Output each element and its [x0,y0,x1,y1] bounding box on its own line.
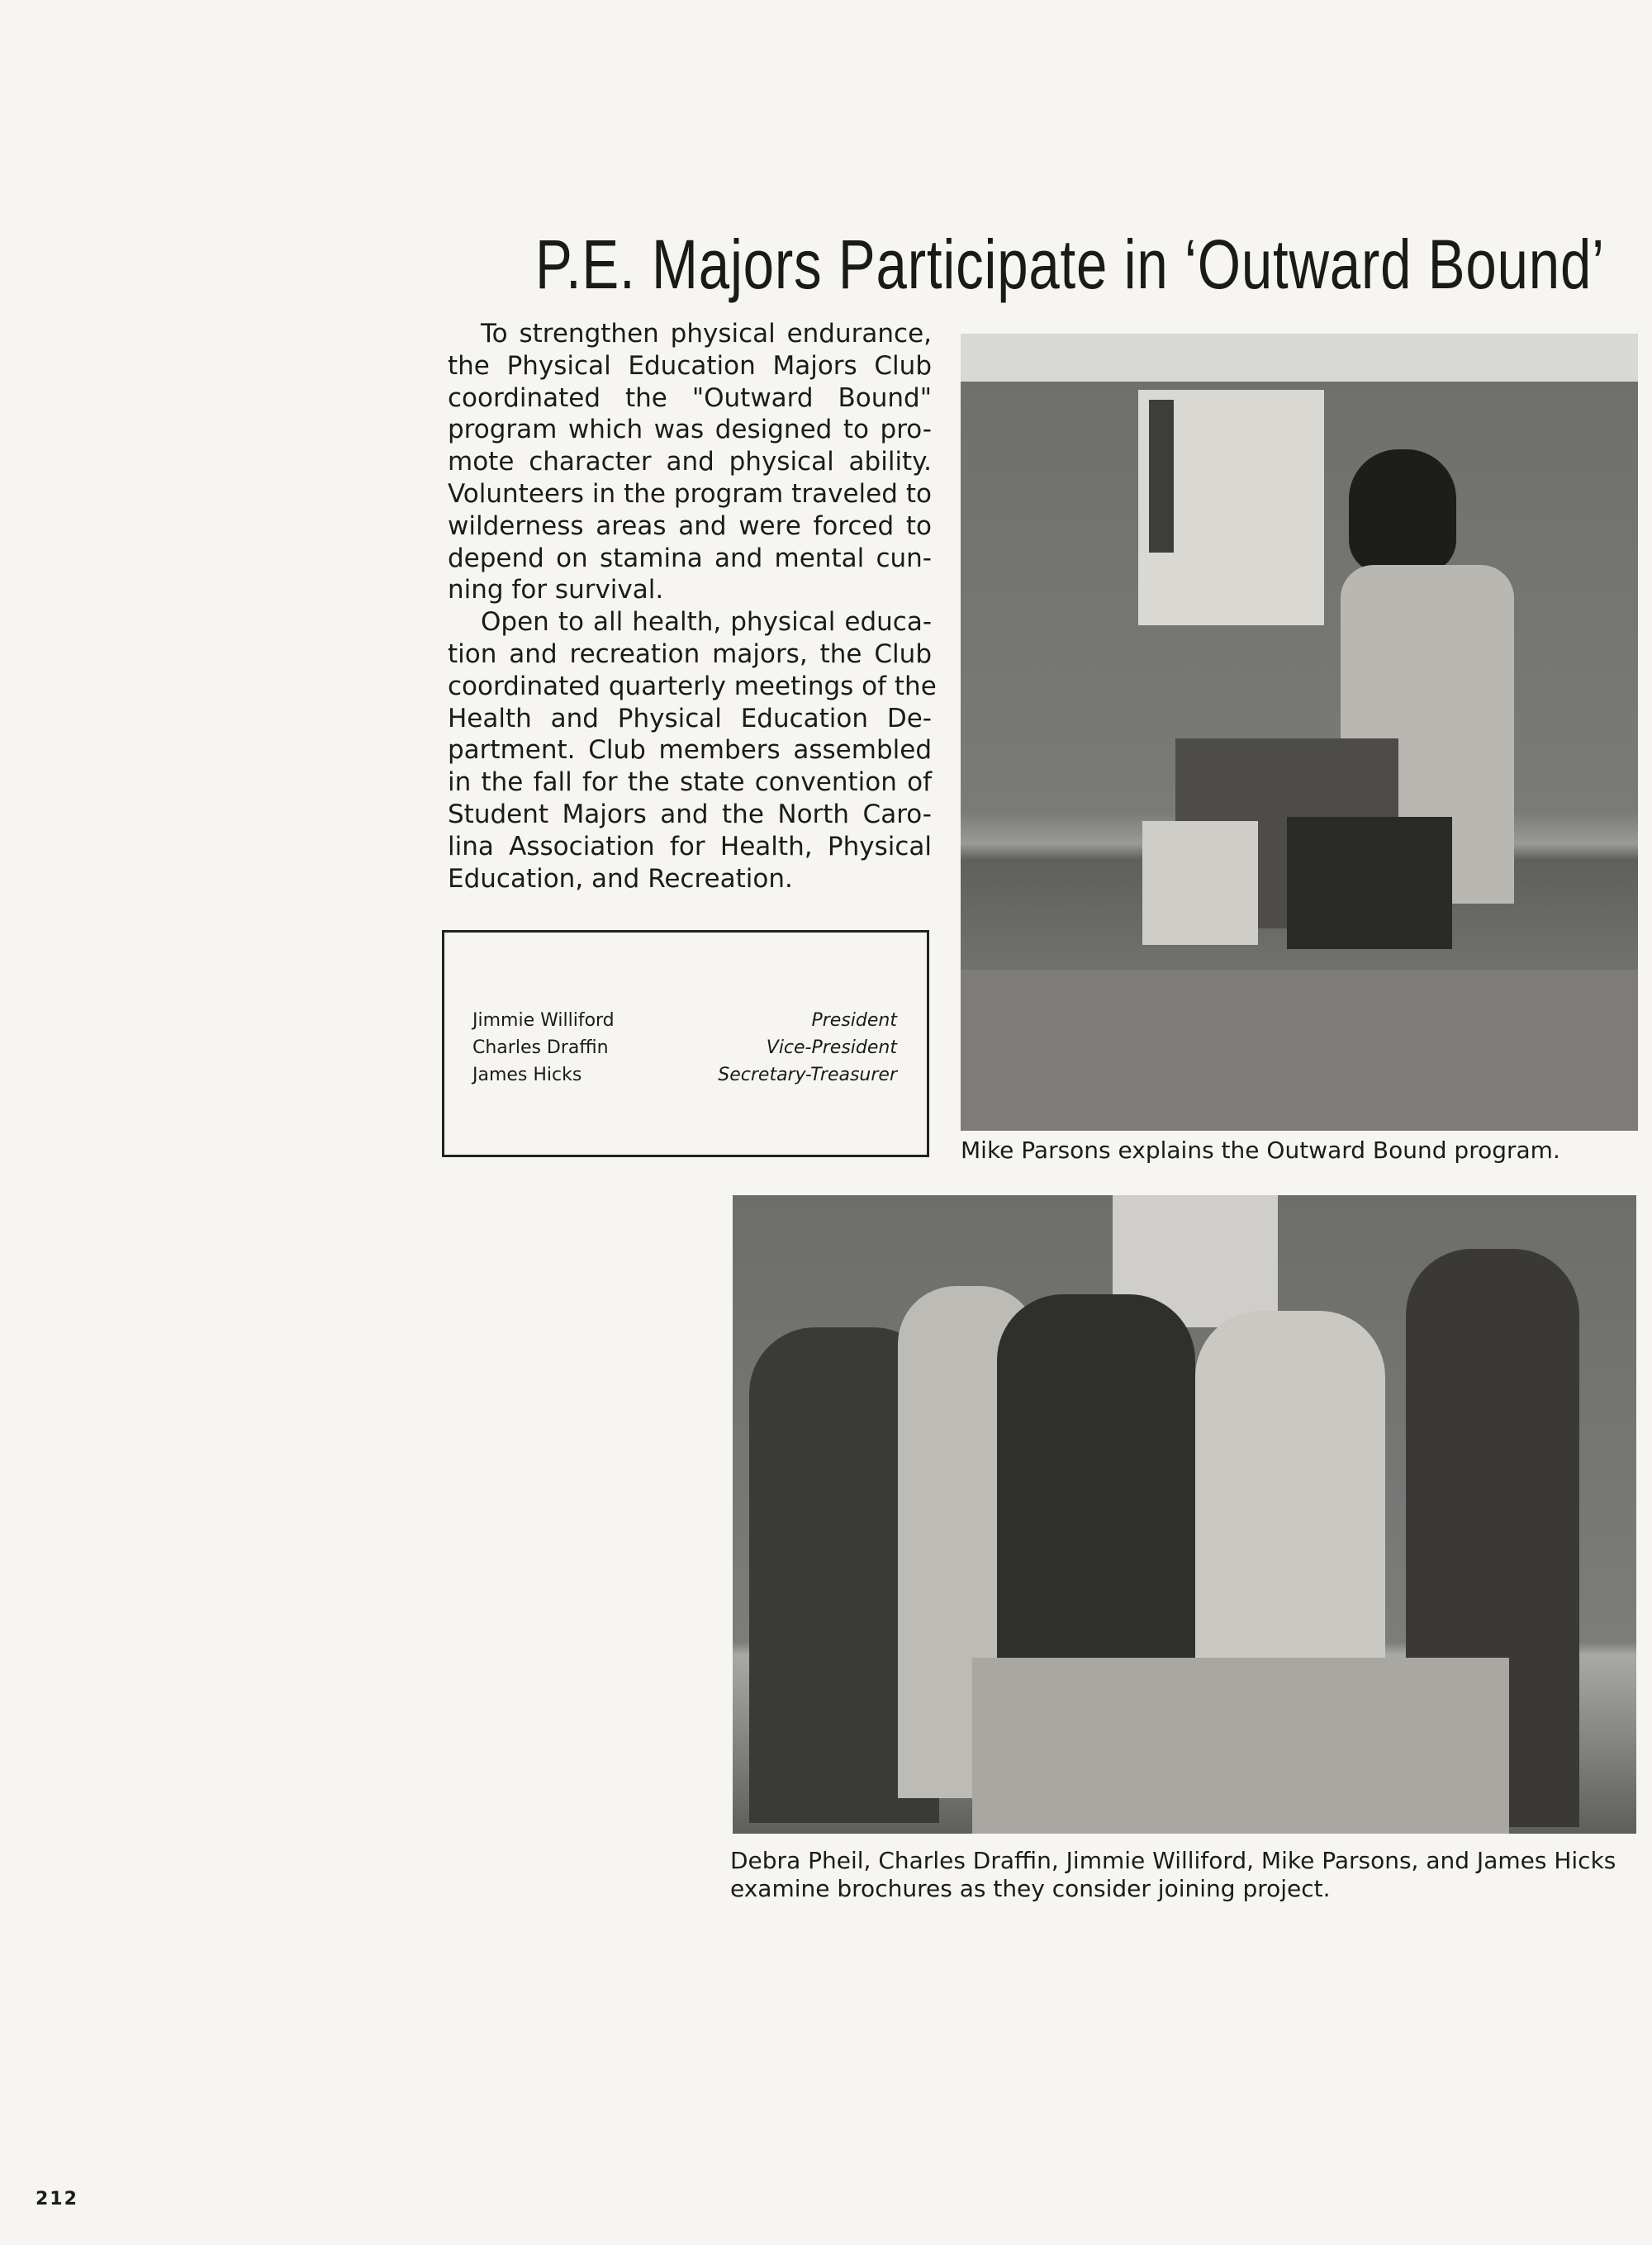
desk [961,970,1638,1131]
body-line: coordinated the "Outward Bound" [448,382,932,413]
body-line: lina Association for Health, Physical [448,831,932,861]
caption-line: Debra Pheil, Charles Draffin, Jimmie Williford, Mike Parsons, and James Hicks [730,1847,1616,1874]
photo1-caption: Mike Parsons explains the Outward Bound program. [961,1137,1560,1164]
body-line: Volunteers in the program traveled to [448,478,932,509]
photo2-caption [730,1847,1616,1903]
person-head [1349,449,1456,573]
body-line: program which was designed to pro- [448,415,932,445]
body-line: the Physical Education Majors Club [448,350,932,381]
body-line: partment. Club members assembled [448,735,932,766]
photo-mike-parsons-presenting [961,334,1638,1131]
officer-name: Charles Draffin [472,1037,609,1058]
body-line: Open to all health, physical educa- [481,607,932,638]
brochure [1142,821,1258,945]
body-line: Health and Physical Education De- [448,703,932,733]
page-number: 212 [36,2189,78,2209]
desk [972,1658,1509,1834]
body-line: depend on stamina and mental cun- [448,543,932,573]
officer-row [472,1065,897,1085]
body-line: mote character and physical ability. [448,447,932,477]
brochure-dark [1287,817,1452,949]
officer-role: Vice-President [766,1037,897,1058]
officer-role: President [811,1010,897,1031]
body-line: tion and recreation majors, the Club [448,638,932,669]
caption-line: examine brochures as they consider joining project. [730,1875,1331,1902]
officer-row [472,1010,897,1031]
body-line: ning for survival. [448,575,664,605]
body-line: Student Majors and the North Caro- [448,799,932,829]
officer-role: Secretary-Treasurer [718,1065,897,1085]
officer-name: James Hicks [472,1065,582,1085]
body-line: wilderness areas and were forced to [448,510,932,541]
page-title: P.E. Majors Participate in ‘Outward Bound’ [535,225,1605,303]
article-body [448,318,937,895]
photo-group-examining-brochures [733,1195,1636,1834]
officer-name: Jimmie Williford [472,1010,615,1031]
body-line: Education, and Recreation. [448,863,793,894]
body-line: in the fall for the state convention of [448,767,932,798]
body-line: To strengthen physical endurance, [481,319,932,349]
body-line: coordinated quarterly meetings of the [448,671,937,701]
map-coast [1149,400,1174,553]
officers-box [442,930,929,1157]
officer-row [472,1037,897,1058]
